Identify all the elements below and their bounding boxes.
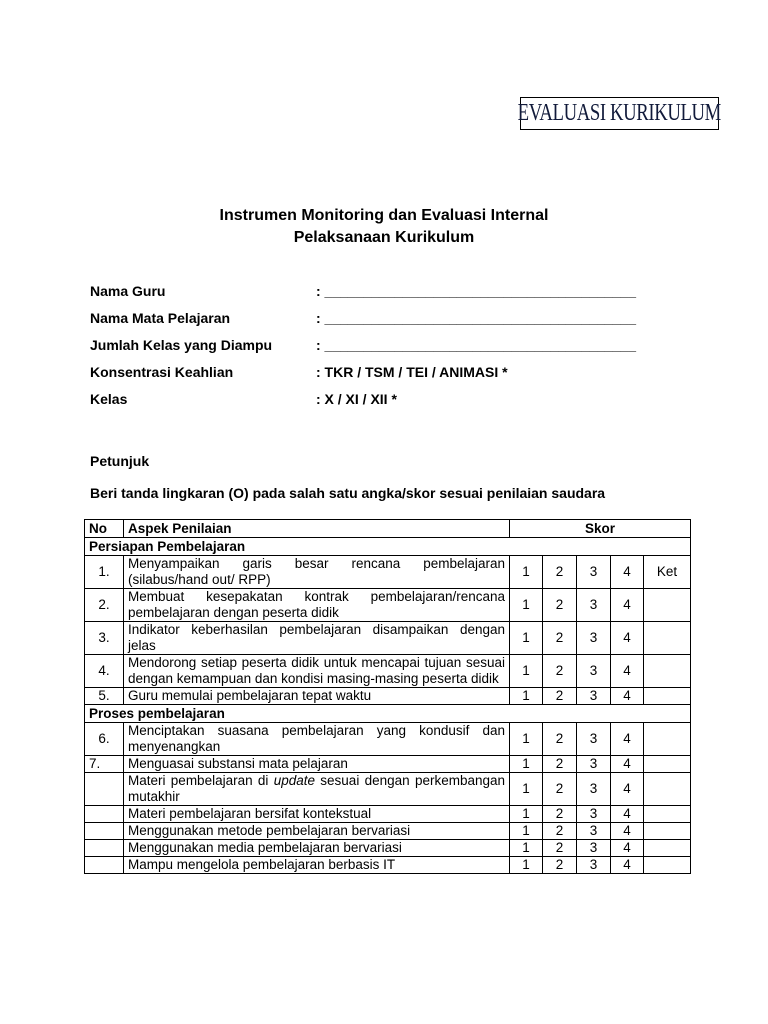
ket-cell[interactable] [644,723,691,756]
row-aspect: Mampu mengelola pembelajaran berbasis IT [124,857,510,874]
evaluation-table [84,519,691,874]
table-row [85,840,691,857]
instruction-text: Beri tanda lingkaran (O) pada salah satu angka/skor sesuai penilaian saudara [90,485,606,501]
info-row-nama-guru [90,283,636,310]
row-number [85,806,124,823]
info-label: Kelas [90,391,128,407]
row-aspect: Menggunakan metode pembelajaran bervariasi [124,823,510,840]
document-title-line1: Instrumen Monitoring dan Evaluasi Internal [219,207,549,224]
row-aspect: Indikator keberhasilan pembelajaran disampaikan dengan jelas [124,622,510,655]
score-3[interactable]: 3 [577,857,611,874]
score-2[interactable]: 2 [543,823,577,840]
score-3[interactable]: 3 [577,756,611,773]
info-label: Konsentrasi Keahlian [90,364,234,380]
table-header-row [85,520,691,538]
table-row [85,723,691,756]
nama-guru-field[interactable]: : ________________________________________ [316,283,636,299]
score-4[interactable]: 4 [611,773,644,806]
score-2[interactable]: 2 [543,589,577,622]
row-aspect: Materi pembelajaran bersifat kontekstual [124,806,510,823]
evaluasi-kurikulum-stamp [517,97,722,130]
score-3[interactable]: 3 [577,806,611,823]
table-row [85,773,691,806]
info-label: Jumlah Kelas yang Diampu [90,337,273,353]
section-title: Persiapan Pembelajaran [85,538,691,556]
info-row-mata-pelajaran [90,310,636,337]
row-number: 5. [85,688,124,705]
header-skor: Skor [510,520,691,538]
score-2[interactable]: 2 [543,688,577,705]
score-1[interactable]: 1 [510,655,543,688]
score-4[interactable]: 4 [611,622,644,655]
ket-cell[interactable] [644,655,691,688]
table-row [85,823,691,840]
row-aspect: Mendorong setiap peserta didik untuk mencapai tujuan sesuai dengan kemampuan dan kondisi masing-masing peserta didik [124,655,510,688]
score-1[interactable]: 1 [510,756,543,773]
score-1[interactable]: 1 [510,823,543,840]
score-1[interactable]: 1 [510,840,543,857]
score-4[interactable]: 4 [611,688,644,705]
ket-cell[interactable] [644,840,691,857]
score-4[interactable]: 4 [611,723,644,756]
score-2[interactable]: 2 [543,773,577,806]
score-2[interactable]: 2 [543,556,577,589]
score-2[interactable]: 2 [543,622,577,655]
score-4[interactable]: 4 [611,806,644,823]
score-3[interactable]: 3 [577,556,611,589]
table-row [85,589,691,622]
score-3[interactable]: 3 [577,840,611,857]
konsentrasi-options[interactable]: : TKR / TSM / TEI / ANIMASI * [316,364,508,380]
table-row [85,756,691,773]
row-aspect: Menggunakan media pembelajaran bervariasi [124,840,510,857]
row-aspect: Menguasai substansi mata pelajaran [124,756,510,773]
ket-cell: Ket [644,556,691,589]
teacher-info [90,283,636,418]
row-aspect [124,773,510,806]
document-title-line2: Pelaksanaan Kurikulum [293,229,475,246]
score-3[interactable]: 3 [577,655,611,688]
jumlah-kelas-field[interactable]: : ________________________________________ [316,337,636,353]
score-3[interactable]: 3 [577,589,611,622]
score-1[interactable]: 1 [510,723,543,756]
score-1[interactable]: 1 [510,622,543,655]
petunjuk-heading: Petunjuk [90,453,150,469]
ket-cell[interactable] [644,823,691,840]
section-row [85,705,691,723]
score-4[interactable]: 4 [611,823,644,840]
score-4[interactable]: 4 [611,840,644,857]
row-number: 1. [85,556,124,589]
row-number: 4. [85,655,124,688]
score-4[interactable]: 4 [611,756,644,773]
score-1[interactable]: 1 [510,589,543,622]
row-number: 2. [85,589,124,622]
info-label: Nama Guru [90,283,166,299]
mata-pelajaran-field[interactable]: : ________________________________________ [316,310,636,326]
row-number [85,823,124,840]
row-number: 7. [85,756,124,773]
score-2[interactable]: 2 [543,806,577,823]
score-3[interactable]: 3 [577,823,611,840]
ket-cell[interactable] [644,622,691,655]
score-1[interactable]: 1 [510,688,543,705]
section-row [85,538,691,556]
row-number [85,773,124,806]
row-number [85,840,124,857]
row-aspect: Menciptakan suasana pembelajaran yang kondusif dan menyenangkan [124,723,510,756]
info-row-konsentrasi [90,364,636,391]
score-4[interactable]: 4 [611,655,644,688]
score-2[interactable]: 2 [543,857,577,874]
row-aspect: Guru memulai pembelajaran tepat waktu [124,688,510,705]
ket-cell[interactable] [644,756,691,773]
score-4[interactable]: 4 [611,556,644,589]
aspect-text-part: Materi pembelajaran di [128,773,274,788]
table-row [85,857,691,874]
info-row-kelas [90,391,636,418]
table-row [85,655,691,688]
score-4[interactable]: 4 [611,857,644,874]
score-2[interactable]: 2 [543,756,577,773]
info-row-jumlah-kelas [90,337,636,364]
ket-cell[interactable] [644,773,691,806]
row-number: 6. [85,723,124,756]
table-row [85,806,691,823]
row-aspect: Menyampaikan garis besar rencana pembelajaran (silabus/hand out/ RPP) [124,556,510,589]
section-title: Proses pembelajaran [85,705,691,723]
score-3[interactable]: 3 [577,773,611,806]
stamp-text: EVALUASI KURIKULUM [517,100,722,126]
ket-cell[interactable] [644,857,691,874]
info-label: Nama Mata Pelajaran [90,310,231,326]
kelas-options[interactable]: : X / XI / XII * [316,391,397,407]
score-3[interactable]: 3 [577,688,611,705]
score-4[interactable]: 4 [611,589,644,622]
aspect-text-part: sesuai dengan perkembangan mutakhir [128,773,506,804]
ket-cell[interactable] [644,688,691,705]
row-aspect: Membuat kesepakatan kontrak pembelajaran/rencana pembelajaran dengan peserta didik [124,589,510,622]
header-no: No [85,520,124,538]
score-2[interactable]: 2 [543,655,577,688]
table-row [85,688,691,705]
ket-cell[interactable] [644,806,691,823]
score-2[interactable]: 2 [543,723,577,756]
score-3[interactable]: 3 [577,622,611,655]
aspect-text-italic: update [273,773,315,788]
table-row [85,622,691,655]
score-1[interactable]: 1 [510,556,543,589]
score-1[interactable]: 1 [510,857,543,874]
header-aspek: Aspek Penilaian [124,520,510,538]
score-3[interactable]: 3 [577,723,611,756]
row-number [85,857,124,874]
ket-cell[interactable] [644,589,691,622]
score-2[interactable]: 2 [543,840,577,857]
row-number: 3. [85,622,124,655]
table-row [85,556,691,589]
score-1[interactable]: 1 [510,773,543,806]
score-1[interactable]: 1 [510,806,543,823]
